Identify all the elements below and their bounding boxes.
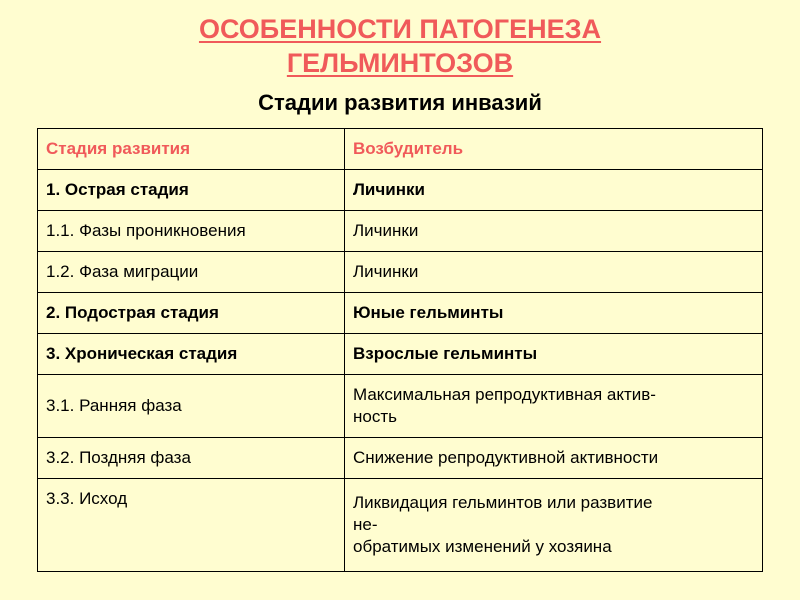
stage-cell: 3.3. Исход — [38, 479, 345, 572]
stage-cell: 1. Острая стадия — [38, 170, 345, 211]
page-subtitle: Стадии развития инвазий — [258, 90, 542, 115]
agent-line: Максимальная репродуктивная актив- — [353, 385, 656, 404]
table-row — [38, 334, 763, 375]
agent-line: Ликвидация гельминтов или развитие — [353, 493, 653, 512]
agent-cell: Личинки — [345, 211, 763, 252]
agent-line: ность — [353, 407, 397, 426]
title-line-2: ГЕЛЬМИНТОЗОВ — [286, 48, 514, 78]
agent-cell: Личинки — [345, 252, 763, 293]
agent-cell: Юные гельминты — [345, 293, 763, 334]
table-row — [38, 252, 763, 293]
stage-cell: 1.1. Фазы проникновения — [38, 211, 345, 252]
table-row — [38, 293, 763, 334]
stages-table — [37, 128, 763, 572]
agent-cell: Личинки — [345, 170, 763, 211]
title-line-1: ОСОБЕННОСТИ ПАТОГЕНЕЗА — [198, 14, 602, 44]
agent-cell — [345, 375, 763, 438]
agent-line: обратимых изменений у хозяина — [353, 537, 612, 556]
agent-cell: Взрослые гельминты — [345, 334, 763, 375]
header-stage: Стадия развития — [38, 129, 345, 170]
stage-cell: 3. Хроническая стадия — [38, 334, 345, 375]
header-agent: Возбудитель — [345, 129, 763, 170]
stage-cell: 3.2. Поздняя фаза — [38, 438, 345, 479]
stage-cell: 2. Подострая стадия — [38, 293, 345, 334]
table-row — [38, 438, 763, 479]
stage-cell: 3.1. Ранняя фаза — [38, 375, 345, 438]
table-row — [38, 170, 763, 211]
agent-cell — [345, 479, 763, 572]
stage-cell: 1.2. Фаза миграции — [38, 252, 345, 293]
page-title — [0, 12, 800, 80]
table-row — [38, 375, 763, 438]
table-row — [38, 211, 763, 252]
table-header-row — [38, 129, 763, 170]
agent-line: не- — [353, 515, 378, 534]
table-row — [38, 479, 763, 572]
agent-cell: Снижение репродуктивной активности — [345, 438, 763, 479]
